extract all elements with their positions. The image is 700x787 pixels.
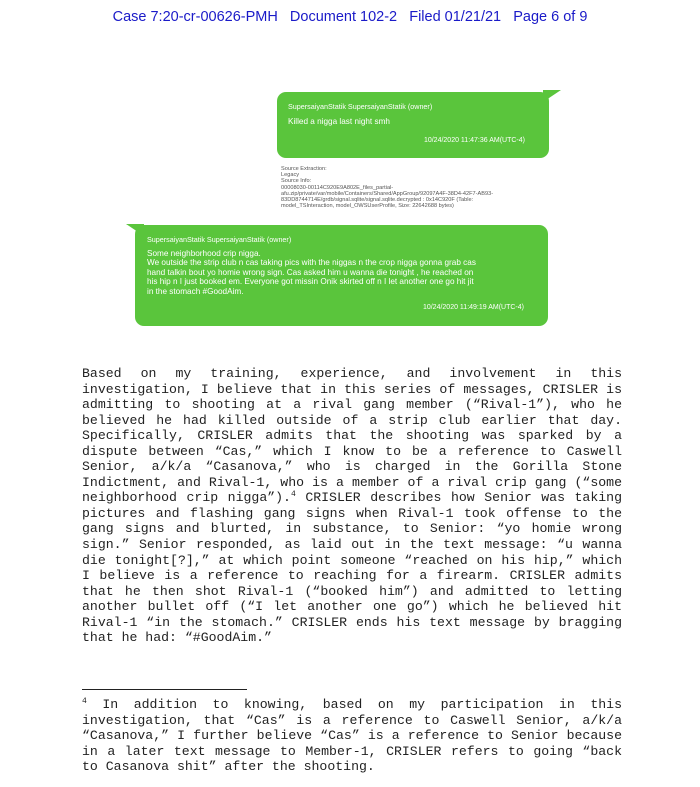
- message-line: We outside the strip club n cas taking pics with the niggas n the crop nigga gonna grab cas: [147, 258, 476, 268]
- source-line: Source Extraction:: [281, 166, 327, 172]
- body-text-part-1: Based on my training, experience, and involvement in this investigation, I believe that in this series of messages, CRISLER is admitting to shooting at a rival gang member (“Rival-1”), who he believed he had killed outside of a strip club earlier that day. Specifically, CRISLER admits that the shooting was sparked by a dispute between “Cas,” which I know to be a reference to Caswell Senior, a/k/a “Casanova,” who is charged in the Gorilla Stone Indictment, and Rival-1, who is a member of a rival crip gang (“some neighborhood crip nigga”).: [82, 366, 622, 506]
- source-line: Source Info:: [281, 178, 312, 185]
- footnote: [82, 697, 622, 775]
- message-sender: SupersaiyanStatik SupersaiyanStatik (owner): [288, 102, 433, 111]
- message-text: Killed a nigga last night smh: [288, 117, 390, 126]
- footnote-text: In addition to knowing, based on my participation in this investigation, that “Cas” is a reference to Caswell Senior, a/k/a “Casanova,” I further believe “Cas” is a reference to Senior because in a later text message to Member-1, CRISLER refers to going “back to Casanova shit” after the shooting.: [82, 697, 622, 775]
- message-line: in the stomach #GoodAim.: [147, 286, 244, 296]
- footnote-reference: 4: [290, 490, 296, 500]
- source-line: 83DD8744714E/grdb/signal.sqlite/signal.sqlite.decrypted : 0x14C920F (Table:: [281, 197, 474, 204]
- message-timestamp: 10/24/2020 11:49:19 AM(UTC-4): [422, 304, 524, 311]
- message-line: Some neighborhood crip nigga.: [147, 249, 261, 258]
- page-number: Page 6 of 9: [513, 9, 588, 25]
- message-text: [147, 249, 542, 296]
- message-sender: SupersaiyanStatik SupersaiyanStatik (owner): [147, 235, 292, 244]
- document-number: Document 102-2: [289, 9, 398, 25]
- footnote-divider: [82, 689, 247, 690]
- source-line: afu.zip/private/var/mobile/Containers/Shared/AppGroup/92097A4F-38D4-42F7-AB93-: [281, 190, 494, 197]
- body-text-part-2: CRISLER describes how Senior was taking pictures and flashing gang signs when Rival-1 took offense to the gang signs and blurted, in substance, to Senior: “yo homie wrong sign.” Senior responded, as laid out in the text message: “u wanna die tonight[?],” at which point someone “reached on his hip,” which I believe is a reference to reaching for a firearm. CRISLER admits that he then shot Rival-1 (“booked him”) and admitted to letting another bullet off (“I let another one go”) which he believed hit Rival-1 “in the stomach.” CRISLER ends his text message by bragging that he had: “#GoodAim.”: [82, 490, 622, 646]
- case-number: Case 7:20-cr-00626-PMH: [112, 9, 278, 25]
- message-timestamp: 10/24/2020 11:47:36 AM(UTC-4): [423, 137, 525, 144]
- message-bubble-2: [135, 225, 548, 326]
- message-line: hand talkin bout yo homie wrong sign. Cas asked him u wanna die tonight , he reached on: [147, 267, 474, 277]
- source-line: model_TSInteraction, model_OWSUserProfile, Size: 22642688 bytes): [281, 203, 454, 210]
- case-header: [0, 9, 700, 25]
- footnote-number: 4: [82, 697, 87, 706]
- source-line: Legacy: [281, 172, 300, 179]
- body-paragraph: [82, 366, 622, 646]
- source-extraction-info: [281, 166, 531, 209]
- filed-date: Filed 01/21/21: [409, 9, 502, 25]
- message-bubble-1: [277, 92, 549, 158]
- message-line: his hip n I just booked em. Everyone got missin Onik skirted off n I let another one go hit jit: [147, 277, 474, 287]
- source-line: 00008030-00114C920E9A802E_files_partial-: [281, 184, 394, 191]
